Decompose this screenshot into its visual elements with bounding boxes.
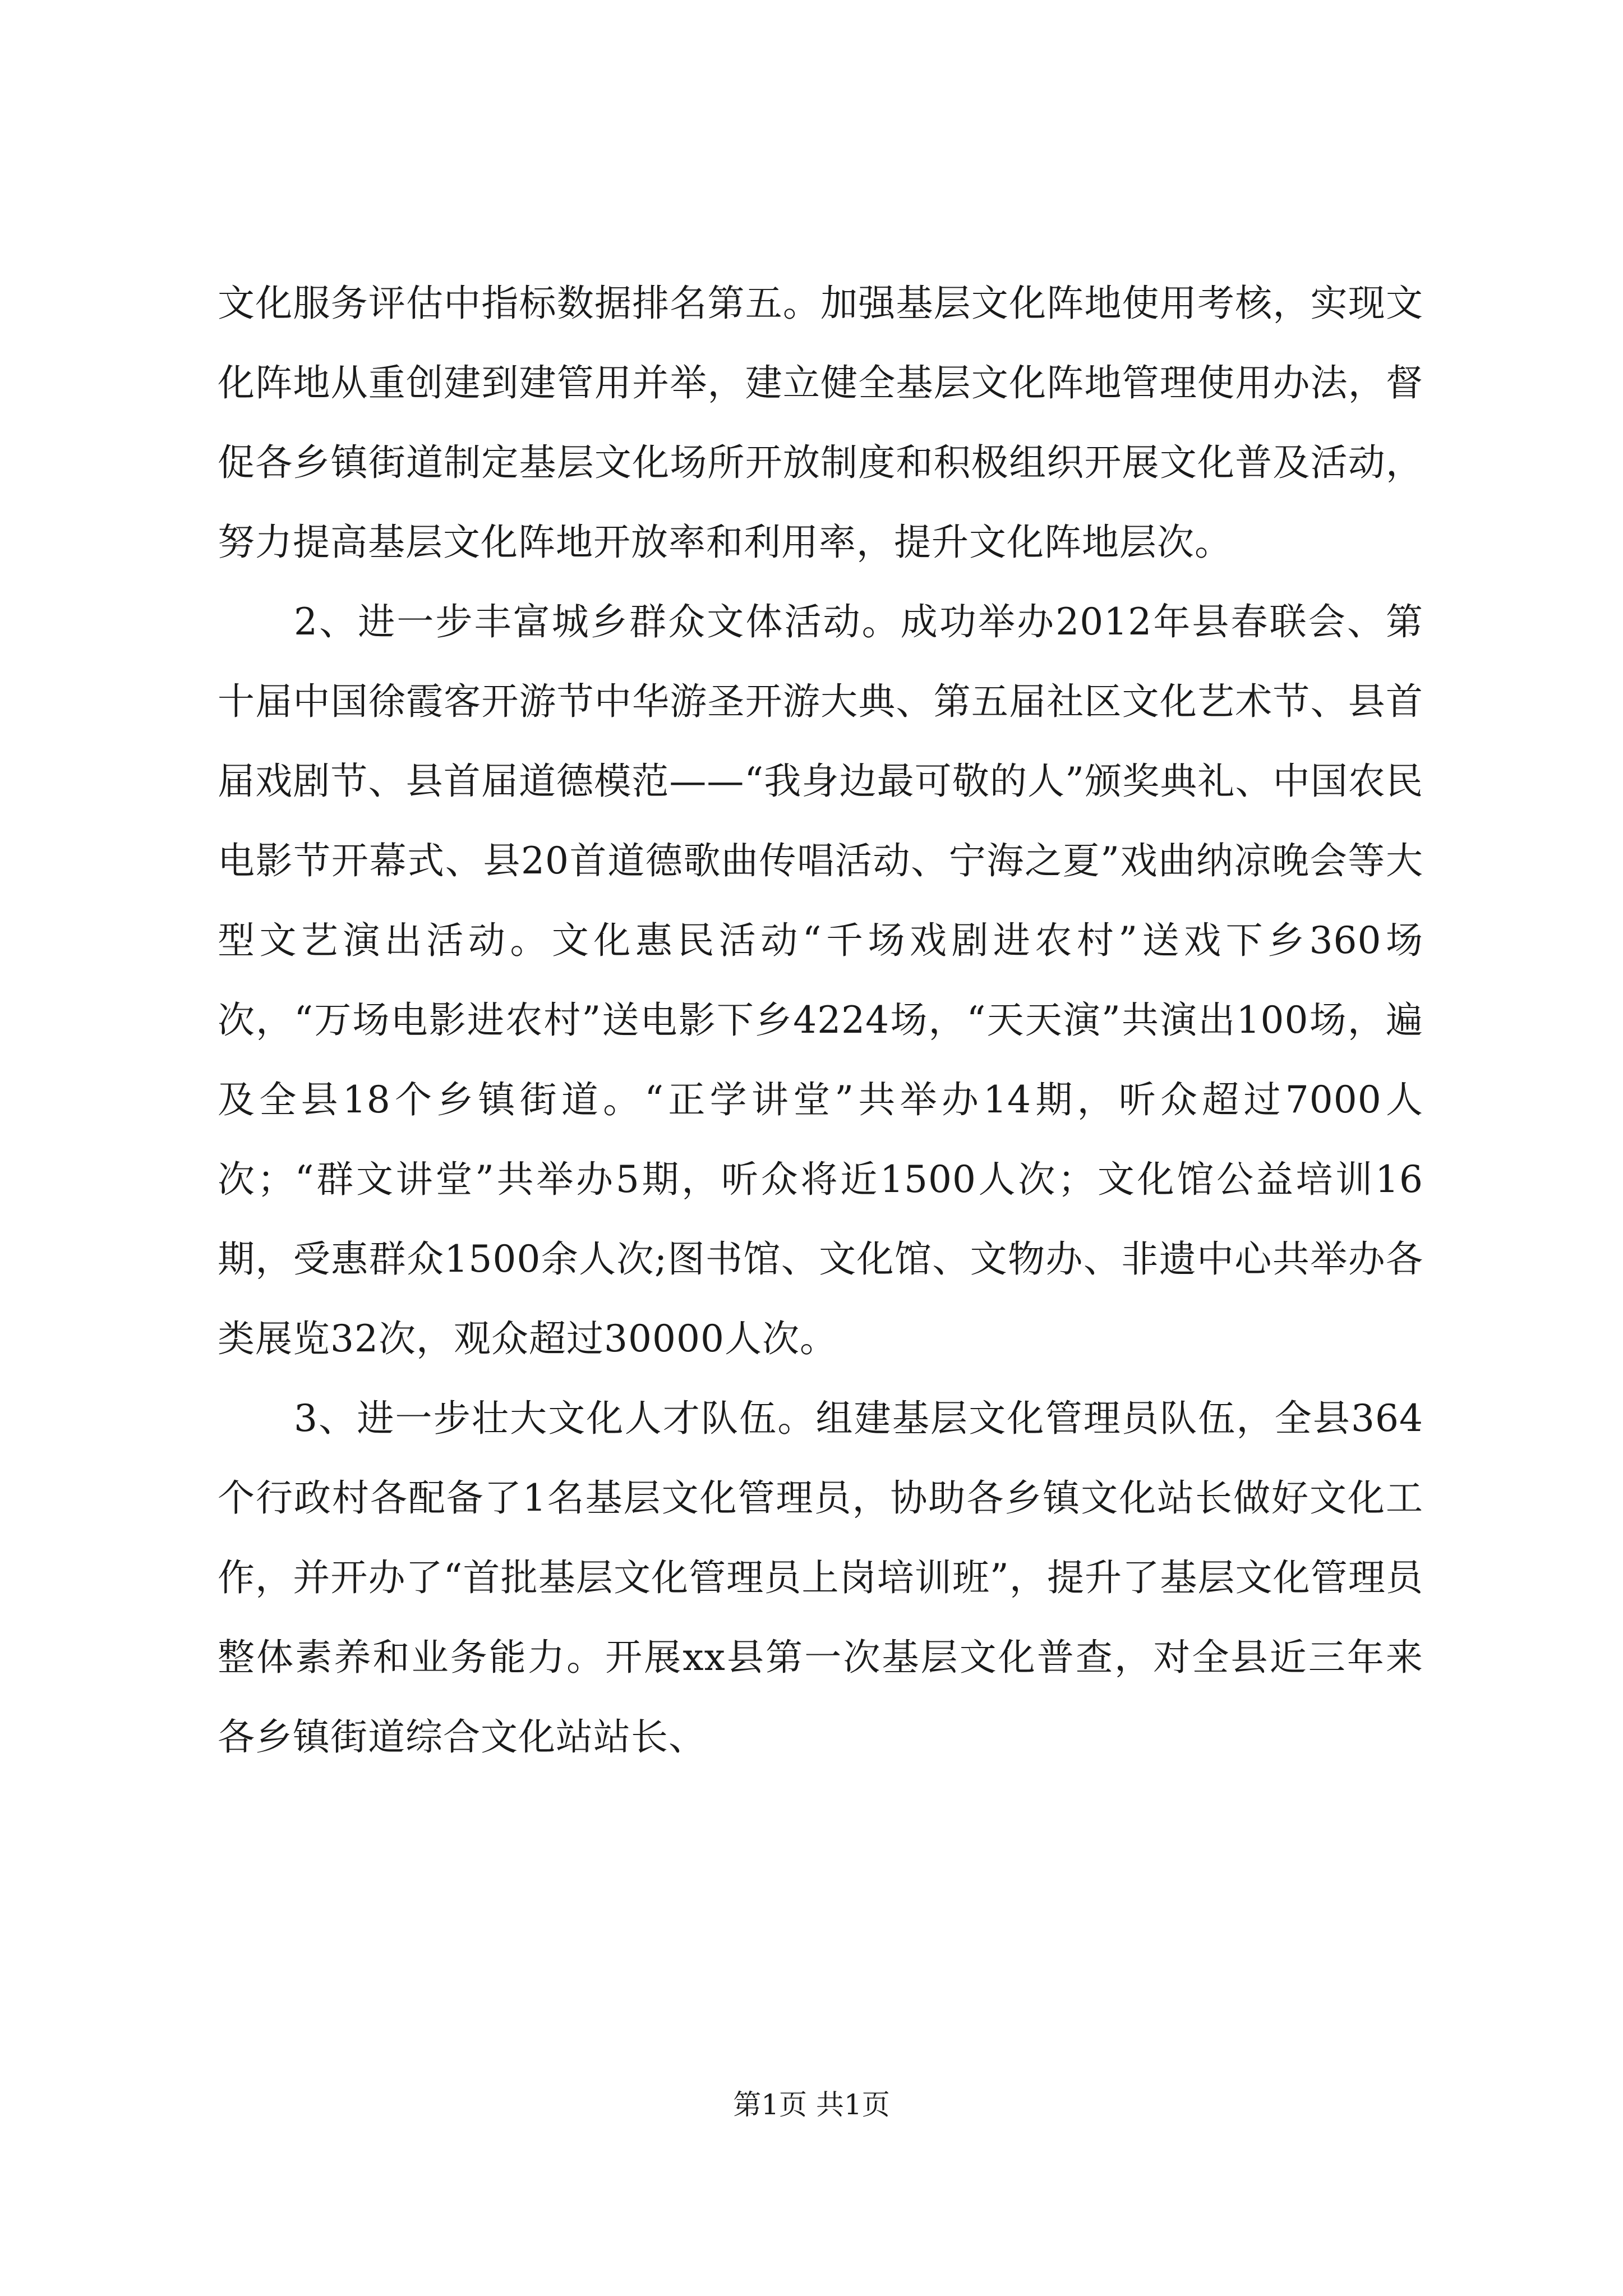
paragraph-1: 文化服务评估中指标数据排名第五。加强基层文化阵地使用考核，实现文化阵地从重创建到建管用并举，建立健全基层文化阵地管理使用办法，督促各乡镇街道制定基层文化场所开放制度和积极组织开展文化普及活动，努力提高基层文化阵地开放率和利用率，提升文化阵地层次。 (218, 282, 1423, 564)
paragraph-2: 2、进一步丰富城乡群众文体活动。成功举办2012年县春联会、第十届中国徐霞客开游节中华游圣开游大典、第五届社区文化艺术节、县首届戏剧节、县首届道德模范——“我身边最可敬的人”颁奖典礼、中国农民电影节开幕式、县20首道德歌曲传唱活动、宁海之夏”戏曲纳凉晚会等大型文艺演出活动。文化惠民活动“千场戏剧进农村”送戏下乡360场次，“万场电影进农村”送电影下乡4224场，“天天演”共演出100场，遍及全县18个乡镇街道。“正学讲堂”共举办14期，听众超过7000人次；“群文讲堂”共举办5期，听众将近1500人次；文化馆公益培训16期，受惠群众1500余人次;图书馆、文化馆、文物办、非遗中心共举办各类展览32次，观众超过30000人次。 (218, 600, 1423, 1360)
paragraph-3: 3、进一步壮大文化人才队伍。组建基层文化管理员队伍，全县364个行政村各配备了1名基层文化管理员，协助各乡镇文化站长做好文化工作，并开办了“首批基层文化管理员上岗培训班”，提升了基层文化管理员整体素养和业务能力。开展xx县第一次基层文化普查，对全县近三年来各乡镇街道综合文化站站长、 (218, 1397, 1423, 1759)
page-number-footer: 第1页 共1页 (733, 2088, 890, 2121)
document-body (218, 264, 1423, 1777)
